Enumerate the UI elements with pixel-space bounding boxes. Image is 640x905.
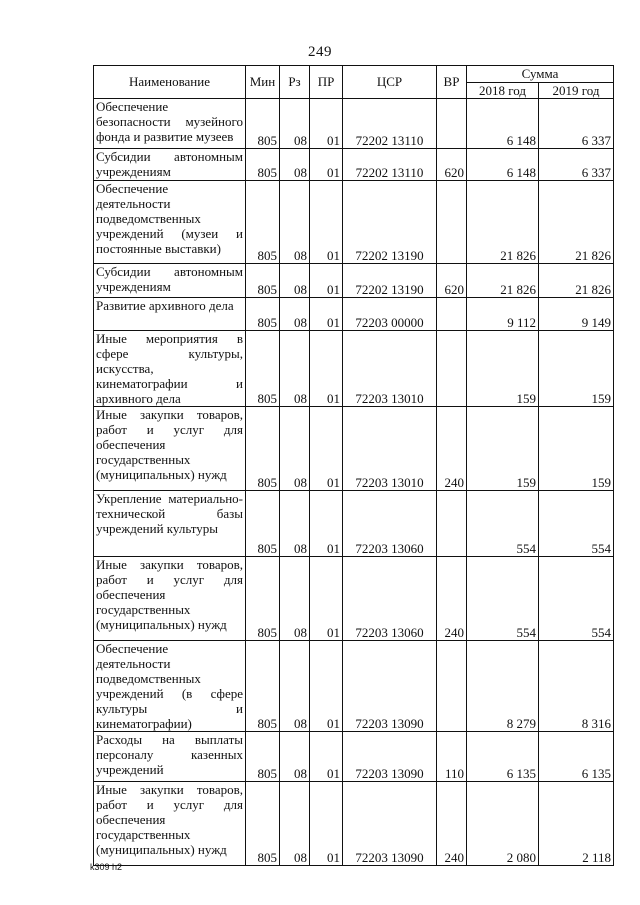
row-name: Иные закупки товаров, работ и услуг для обеспечения государственных (муниципальных) нужд (94, 782, 246, 866)
row-sum-2018: 6 148 (467, 149, 539, 181)
row-csr: 72203 13090 (343, 782, 437, 866)
row-csr: 72202 13110 (343, 149, 437, 181)
row-csr: 72203 13010 (343, 407, 437, 491)
row-vr (437, 331, 467, 407)
row-sum-2019: 159 (539, 331, 614, 407)
row-sum-2019: 6 135 (539, 732, 614, 782)
row-name: Субсидии автономным учреждениям (94, 149, 246, 181)
row-pr: 01 (310, 557, 343, 641)
row-name: Развитие архивного дела (94, 298, 246, 331)
row-sum-2018: 8 279 (467, 641, 539, 732)
row-name: Расходы на выплаты персоналу казенных учреждений (94, 732, 246, 782)
page-number: 249 (308, 44, 332, 60)
header-vr: ВР (437, 66, 467, 99)
row-csr: 72203 00000 (343, 298, 437, 331)
table-row (94, 641, 614, 732)
row-sum-2018: 2 080 (467, 782, 539, 866)
row-name: Иные закупки товаров, работ и услуг для обеспечения государственных (муниципальных) нужд (94, 407, 246, 491)
row-sum-2019: 9 149 (539, 298, 614, 331)
row-vr (437, 491, 467, 557)
row-vr: 240 (437, 782, 467, 866)
row-pr: 01 (310, 782, 343, 866)
header-year-2018: 2018 год (467, 83, 539, 99)
row-rz: 08 (280, 491, 310, 557)
table-row (94, 557, 614, 641)
header-sum: Сумма (467, 66, 614, 83)
row-min: 805 (246, 331, 280, 407)
row-rz: 08 (280, 407, 310, 491)
row-rz: 08 (280, 149, 310, 181)
row-rz: 08 (280, 181, 310, 264)
header-pr: ПР (310, 66, 343, 99)
row-name: Субсидии автономным учреждениям (94, 264, 246, 298)
table-row (94, 264, 614, 298)
row-min: 805 (246, 149, 280, 181)
row-sum-2019: 21 826 (539, 181, 614, 264)
row-vr: 240 (437, 557, 467, 641)
table-row (94, 331, 614, 407)
row-sum-2019: 8 316 (539, 641, 614, 732)
row-pr: 01 (310, 407, 343, 491)
row-rz: 08 (280, 298, 310, 331)
table-row (94, 407, 614, 491)
row-min: 805 (246, 732, 280, 782)
row-rz: 08 (280, 264, 310, 298)
row-rz: 08 (280, 782, 310, 866)
budget-table (93, 65, 614, 866)
row-name: Иные мероприятия в сфере культуры, искусства, кинематографии и архивного дела (94, 331, 246, 407)
row-min: 805 (246, 491, 280, 557)
table-row (94, 149, 614, 181)
row-rz: 08 (280, 331, 310, 407)
row-pr: 01 (310, 732, 343, 782)
row-name: Укрепление материально-технической базы учреждений культуры (94, 491, 246, 557)
row-sum-2019: 6 337 (539, 99, 614, 149)
row-sum-2018: 21 826 (467, 181, 539, 264)
row-min: 805 (246, 782, 280, 866)
row-pr: 01 (310, 264, 343, 298)
row-sum-2019: 6 337 (539, 149, 614, 181)
row-sum-2018: 6 148 (467, 99, 539, 149)
row-csr: 72203 13010 (343, 331, 437, 407)
table-row (94, 298, 614, 331)
row-min: 805 (246, 557, 280, 641)
row-csr: 72203 13060 (343, 557, 437, 641)
row-sum-2019: 554 (539, 491, 614, 557)
row-min: 805 (246, 298, 280, 331)
row-csr: 72202 13190 (343, 181, 437, 264)
row-csr: 72202 13190 (343, 264, 437, 298)
row-vr (437, 298, 467, 331)
row-pr: 01 (310, 491, 343, 557)
header-csr: ЦСР (343, 66, 437, 99)
footer-code: k309 h2 (90, 862, 123, 872)
row-sum-2019: 554 (539, 557, 614, 641)
row-sum-2018: 159 (467, 407, 539, 491)
row-csr: 72202 13110 (343, 99, 437, 149)
row-pr: 01 (310, 149, 343, 181)
table-row (94, 732, 614, 782)
row-sum-2018: 6 135 (467, 732, 539, 782)
header-rz: Рз (280, 66, 310, 99)
header-name: Наименование (94, 66, 246, 99)
row-sum-2018: 9 112 (467, 298, 539, 331)
table-row (94, 99, 614, 149)
row-pr: 01 (310, 641, 343, 732)
table-row (94, 491, 614, 557)
row-pr: 01 (310, 99, 343, 149)
header-year-2019: 2019 год (539, 83, 614, 99)
row-sum-2018: 554 (467, 557, 539, 641)
row-csr: 72203 13060 (343, 491, 437, 557)
row-vr (437, 99, 467, 149)
row-min: 805 (246, 181, 280, 264)
row-csr: 72203 13090 (343, 732, 437, 782)
row-sum-2019: 2 118 (539, 782, 614, 866)
header-min: Мин (246, 66, 280, 99)
row-min: 805 (246, 641, 280, 732)
row-sum-2018: 159 (467, 331, 539, 407)
row-pr: 01 (310, 298, 343, 331)
row-csr: 72203 13090 (343, 641, 437, 732)
row-name: Обеспечение безопасности музейного фонда и развитие музеев (94, 99, 246, 149)
row-vr: 620 (437, 149, 467, 181)
row-rz: 08 (280, 641, 310, 732)
row-name: Обеспечение деятельности подведомственных учреждений (в сфере культуры и кинематографии) (94, 641, 246, 732)
row-sum-2019: 21 826 (539, 264, 614, 298)
table-row (94, 181, 614, 264)
row-sum-2018: 21 826 (467, 264, 539, 298)
row-vr (437, 181, 467, 264)
row-vr (437, 641, 467, 732)
row-name: Иные закупки товаров, работ и услуг для обеспечения государственных (муниципальных) нужд (94, 557, 246, 641)
row-vr: 240 (437, 407, 467, 491)
row-min: 805 (246, 99, 280, 149)
row-min: 805 (246, 407, 280, 491)
row-min: 805 (246, 264, 280, 298)
row-vr: 110 (437, 732, 467, 782)
row-rz: 08 (280, 557, 310, 641)
row-name: Обеспечение деятельности подведомственных учреждений (музеи и постоянные выставки) (94, 181, 246, 264)
row-sum-2018: 554 (467, 491, 539, 557)
row-rz: 08 (280, 99, 310, 149)
row-sum-2019: 159 (539, 407, 614, 491)
table-row (94, 782, 614, 866)
row-pr: 01 (310, 181, 343, 264)
row-pr: 01 (310, 331, 343, 407)
row-vr: 620 (437, 264, 467, 298)
row-rz: 08 (280, 732, 310, 782)
